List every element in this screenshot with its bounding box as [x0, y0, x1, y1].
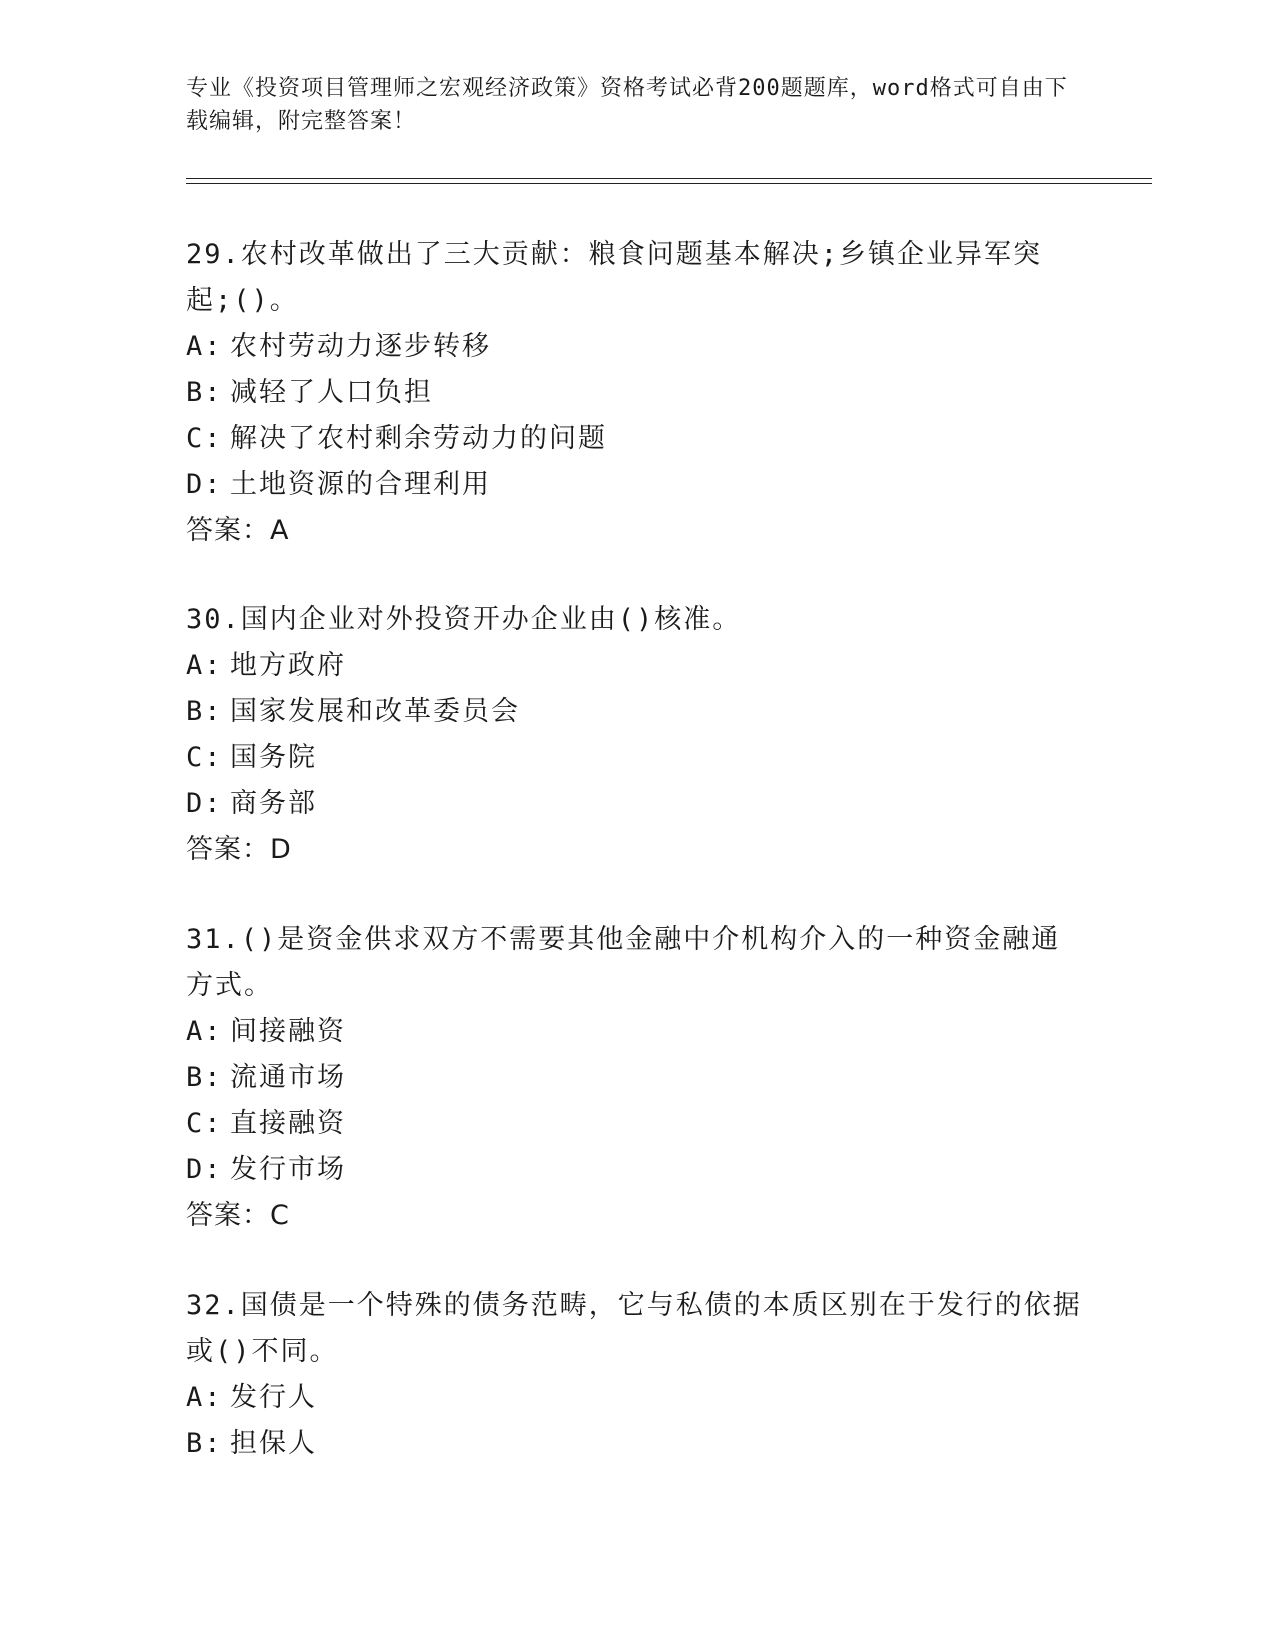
option-b — [186, 1421, 1086, 1467]
question-30 — [186, 597, 1086, 873]
option-text: 担保人 — [230, 1428, 317, 1459]
question-stem: 32.国债是一个特殊的债务范畴，它与私债的本质区别在于发行的依据或()不同。 — [186, 1290, 1082, 1367]
option-key: D: — [186, 1154, 223, 1185]
option-a — [186, 324, 1086, 370]
option-a — [186, 1009, 1086, 1055]
question-31 — [186, 917, 1086, 1239]
option-c — [186, 416, 1086, 462]
option-text: 流通市场 — [230, 1062, 346, 1093]
option-c — [186, 735, 1086, 781]
option-b — [186, 689, 1086, 735]
option-a — [186, 1375, 1086, 1421]
option-key: B: — [186, 1428, 223, 1459]
option-key: A: — [186, 650, 223, 681]
option-text: 解决了农村剩余劳动力的问题 — [230, 423, 607, 454]
option-text: 间接融资 — [230, 1016, 346, 1047]
option-key: B: — [186, 1062, 223, 1093]
header-divider-bottom — [186, 183, 1152, 184]
document-header: 专业《投资项目管理师之宏观经济政策》资格考试必背200题题库，word格式可自由下载编辑，附完整答案！ — [186, 76, 1068, 134]
option-a — [186, 643, 1086, 689]
option-d — [186, 781, 1086, 827]
option-text: 商务部 — [230, 788, 317, 819]
option-text: 地方政府 — [230, 650, 346, 681]
option-d — [186, 1147, 1086, 1193]
option-text: 发行市场 — [230, 1154, 346, 1185]
option-text: 发行人 — [230, 1382, 317, 1413]
option-key: A: — [186, 1382, 223, 1413]
header-divider-top — [186, 178, 1152, 179]
question-32 — [186, 1283, 1086, 1467]
option-text: 土地资源的合理利用 — [230, 469, 491, 500]
option-d — [186, 462, 1086, 508]
answer-line: 答案：A — [186, 515, 290, 546]
option-b — [186, 370, 1086, 416]
answer-line: 答案：C — [186, 1200, 290, 1231]
option-key: C: — [186, 742, 223, 773]
option-key: C: — [186, 1108, 223, 1139]
question-stem: 29.农村改革做出了三大贡献：粮食问题基本解决;乡镇企业异军突起;()。 — [186, 239, 1043, 316]
option-text: 农村劳动力逐步转移 — [230, 331, 491, 362]
question-stem: 30.国内企业对外投资开办企业由()核准。 — [186, 604, 742, 635]
option-key: C: — [186, 423, 223, 454]
option-key: B: — [186, 377, 223, 408]
option-text: 国家发展和改革委员会 — [230, 696, 520, 727]
option-text: 国务院 — [230, 742, 317, 773]
option-text: 减轻了人口负担 — [230, 377, 433, 408]
question-stem: 31.()是资金供求双方不需要其他金融中介机构介入的一种资金融通方式。 — [186, 924, 1061, 1001]
question-29 — [186, 232, 1086, 554]
option-key: A: — [186, 1016, 223, 1047]
option-b — [186, 1055, 1086, 1101]
option-key: D: — [186, 469, 223, 500]
answer-line: 答案：D — [186, 834, 292, 865]
option-key: B: — [186, 696, 223, 727]
option-c — [186, 1101, 1086, 1147]
option-text: 直接融资 — [230, 1108, 346, 1139]
option-key: D: — [186, 788, 223, 819]
option-key: A: — [186, 331, 223, 362]
